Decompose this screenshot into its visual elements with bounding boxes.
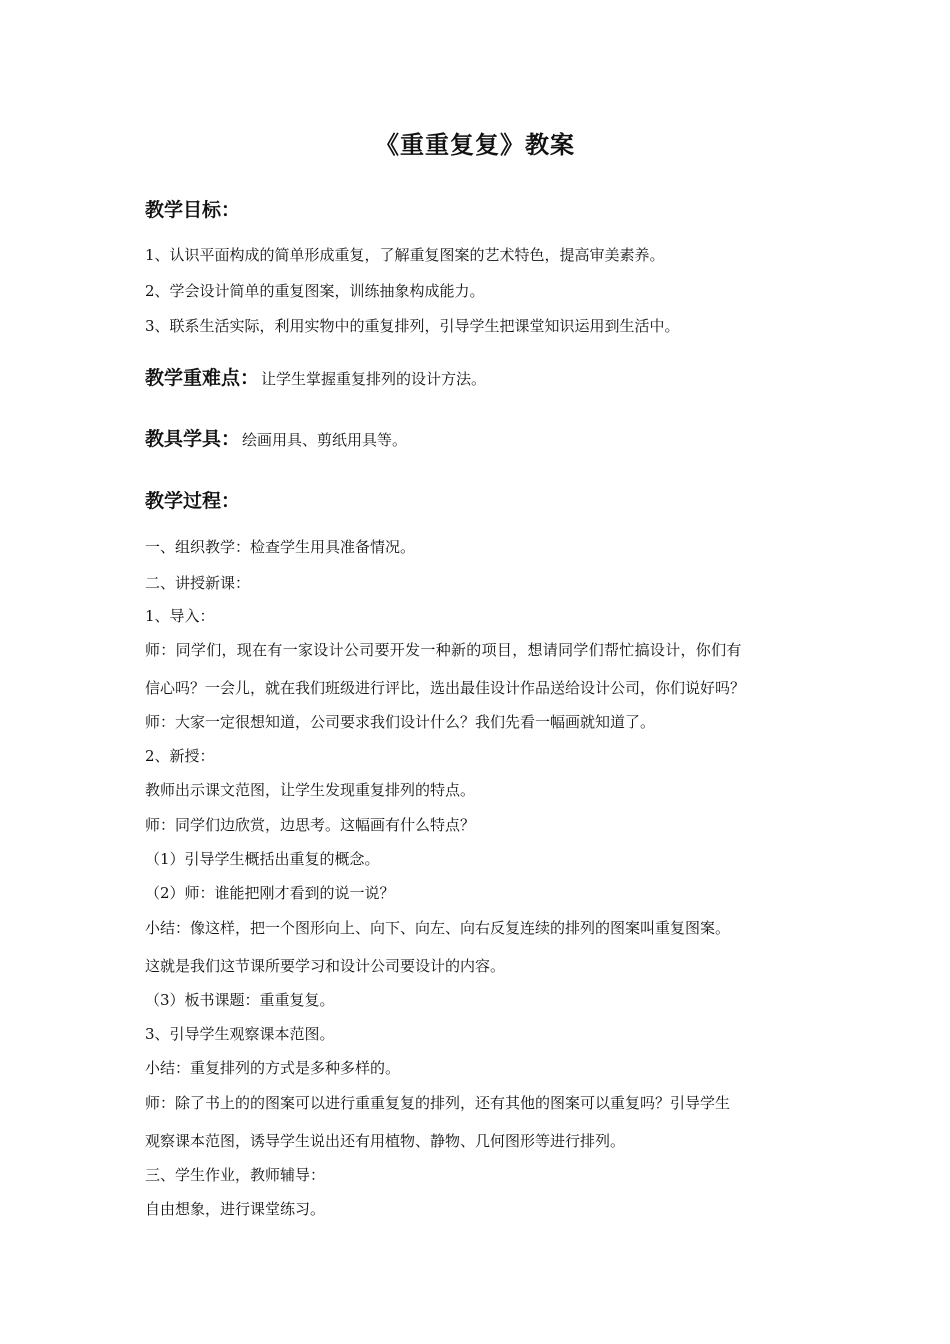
process-line: 3、引导学生观察课本范图。 <box>145 1025 335 1043</box>
tools-heading: 教具学具： <box>145 428 241 450</box>
process-line: 师：除了书上的的图案可以进行重重复复的排列，还有其他的图案可以重复吗？引导学生 <box>145 1094 731 1112</box>
process-line: 1、导入： <box>145 607 215 625</box>
process-heading: 教学过程： <box>145 490 241 512</box>
process-line: 自由想象，进行课堂练习。 <box>145 1200 326 1218</box>
process-line: 小结：重复排列的方式是多种多样的。 <box>145 1059 401 1077</box>
process-line: 二、讲授新课： <box>145 574 251 592</box>
process-line: 信心吗？一会儿，就在我们班级进行评比，选出最佳设计作品送给设计公司，你们说好吗？ <box>145 679 746 697</box>
tools-section <box>145 424 407 451</box>
process-line: 这就是我们这节课所要学习和设计公司要设计的内容。 <box>145 957 506 975</box>
process-line: （1）引导学生概括出重复的概念。 <box>145 850 380 868</box>
objectives-heading: 教学目标： <box>145 199 241 221</box>
objective-item: 1、认识平面构成的简单形成重复，了解重复图案的艺术特色，提高审美素养。 <box>145 246 665 264</box>
objective-item: 2、学会设计简单的重复图案，训练抽象构成能力。 <box>145 282 485 300</box>
process-line: 教师出示课文范图，让学生发现重复排列的特点。 <box>145 781 476 799</box>
process-line: 2、新授： <box>145 747 215 765</box>
process-line: 师：同学们边欣赏，边思考。这幅画有什么特点？ <box>145 816 476 834</box>
document-title: 《重重复复》教案 <box>375 130 575 159</box>
process-line: （3）板书课题：重重复复。 <box>145 991 335 1009</box>
objective-item: 3、联系生活实际，利用实物中的重复排列，引导学生把课堂知识运用到生活中。 <box>145 317 680 335</box>
key-points-heading: 教学重难点： <box>145 367 260 389</box>
tools-text: 绘画用具、剪纸用具等。 <box>242 431 408 449</box>
key-points-section <box>145 363 486 390</box>
process-line: （2）师：谁能把刚才看到的说一说？ <box>145 884 395 902</box>
process-line: 三、学生作业，教师辅导： <box>145 1166 326 1184</box>
process-line: 一、组织教学：检查学生用具准备情况。 <box>145 538 416 556</box>
process-line: 小结：像这样，把一个图形向上、向下、向左、向右反复连续的排列的图案叫重复图案。 <box>145 919 731 937</box>
process-line: 观察课本范图，诱导学生说出还有用植物、静物、几何图形等进行排列。 <box>145 1132 626 1150</box>
key-points-text: 让学生掌握重复排列的设计方法。 <box>261 370 487 388</box>
process-line: 师：大家一定很想知道，公司要求我们设计什么？我们先看一幅画就知道了。 <box>145 713 656 731</box>
process-line: 师：同学们，现在有一家设计公司要开发一种新的项目，想请同学们帮忙搞设计，你们有 <box>145 641 742 659</box>
